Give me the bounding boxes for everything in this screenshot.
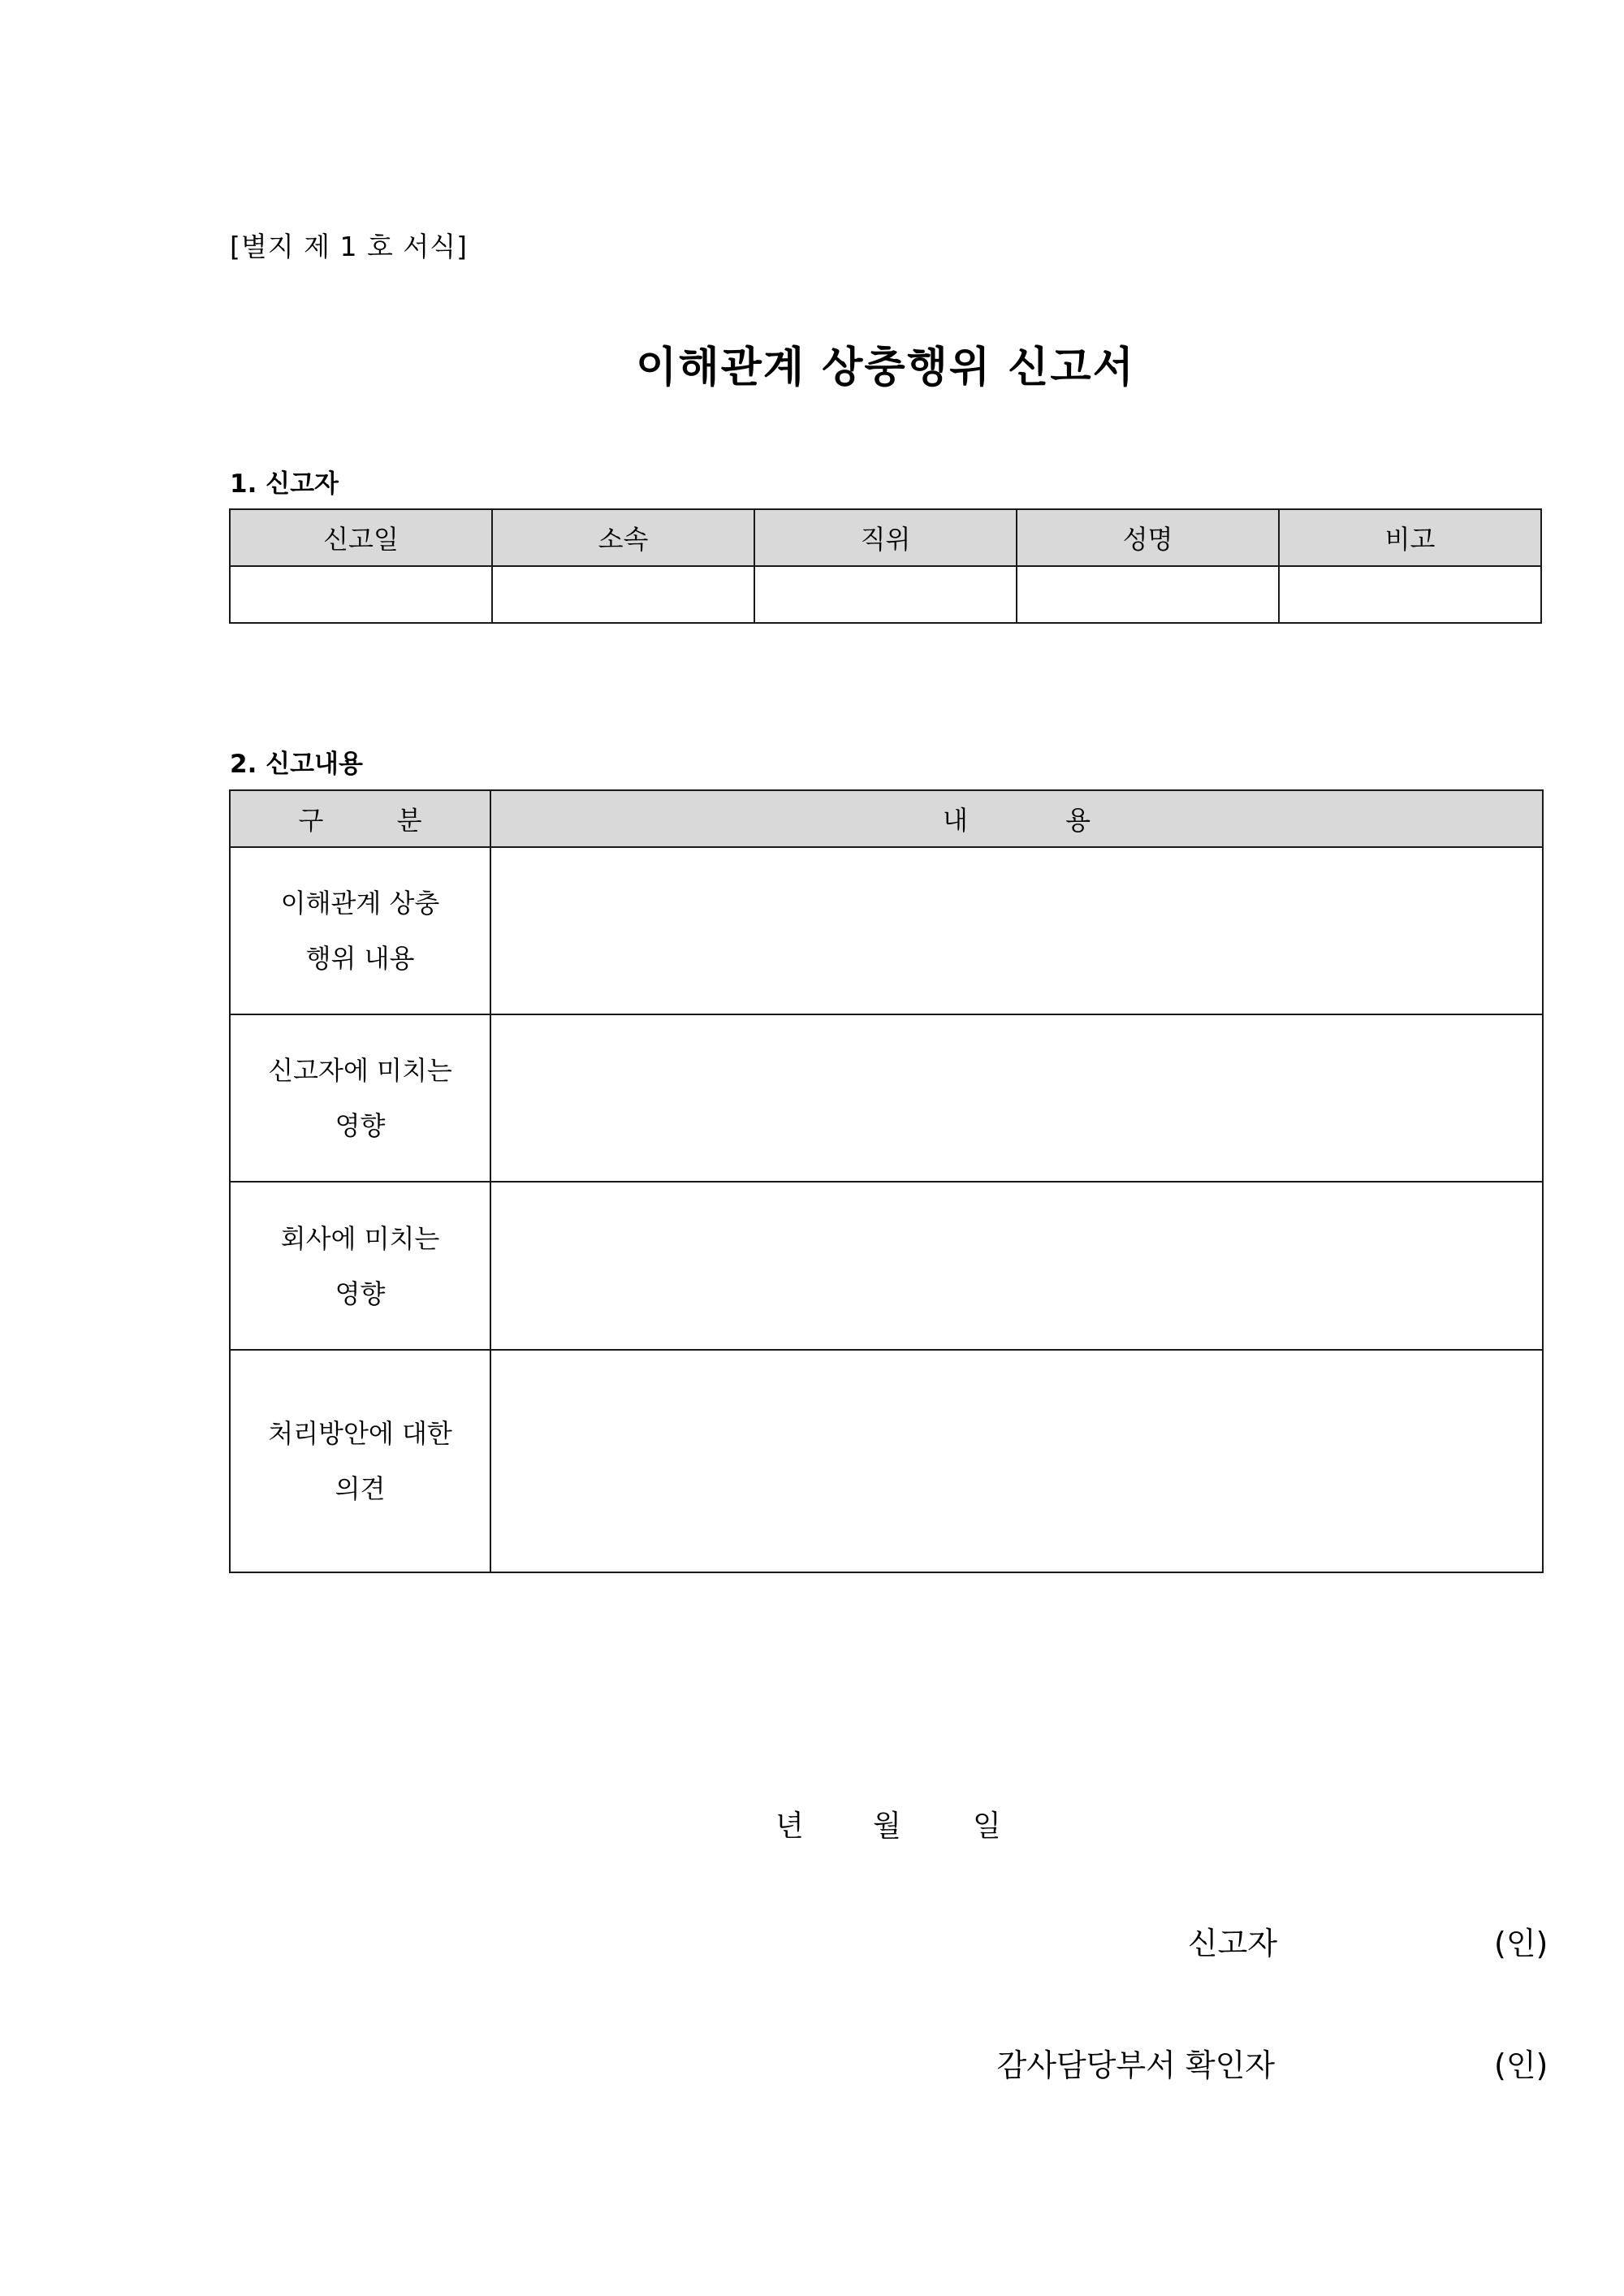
row-label-line: 처리방안에 대한	[268, 1418, 452, 1449]
impact-on-company-field[interactable]	[490, 1182, 1543, 1350]
impact-on-reporter-field[interactable]	[490, 1014, 1543, 1182]
date-day-label: 일	[973, 1810, 1001, 1843]
reporter-table	[229, 508, 1542, 624]
row-label-line: 행위 내용	[305, 943, 415, 974]
row-label-line: 의견	[335, 1473, 386, 1504]
row-label-line: 회사에 미치는	[280, 1222, 440, 1254]
col-header-remarks: 비고	[1279, 509, 1541, 566]
col-header-category: 구 분	[230, 790, 490, 847]
report-content-table	[229, 789, 1544, 1573]
handling-opinion-field[interactable]	[490, 1350, 1543, 1572]
date-month-label: 월	[873, 1810, 901, 1843]
col-header-name: 성명	[1017, 509, 1279, 566]
row-label-handling-opinion	[230, 1350, 490, 1572]
remarks-field[interactable]	[1279, 566, 1541, 623]
row-label-line: 영향	[335, 1110, 386, 1141]
row-label-conflict-activity	[230, 847, 490, 1014]
position-field[interactable]	[754, 566, 1017, 623]
col-header-content: 내 용	[490, 790, 1543, 847]
reporter-table-header	[230, 509, 1541, 566]
reporter-signature-label: 신고자	[1187, 1926, 1277, 1961]
form-number: [별지 제 1 호 서식]	[230, 231, 468, 262]
section-heading-report-content: 2. 신고내용	[230, 750, 363, 779]
row-label-impact-on-company	[230, 1182, 490, 1350]
table-row	[230, 847, 1543, 1014]
table-row	[230, 1182, 1543, 1350]
row-label-line: 이해관계 상충	[280, 888, 440, 919]
col-header-affiliation: 소속	[492, 509, 754, 566]
row-label-line: 신고자에 미치는	[268, 1055, 452, 1086]
conflict-activity-field[interactable]	[490, 847, 1543, 1014]
table-row	[230, 1350, 1543, 1572]
document-title: 이해관계 상충행위 신고서	[636, 344, 1135, 392]
audit-confirmer-signature-label: 감사담당부서 확인자	[996, 2047, 1275, 2083]
table-row	[230, 1014, 1543, 1182]
report-date-field[interactable]	[230, 566, 492, 623]
col-header-position: 직위	[754, 509, 1017, 566]
row-label-line: 영향	[335, 1278, 386, 1309]
date-year-label: 년	[775, 1810, 804, 1843]
audit-confirmer-seal-mark[interactable]: (인)	[1494, 2047, 1548, 2083]
row-label-impact-on-reporter	[230, 1014, 490, 1182]
reporter-seal-mark[interactable]: (인)	[1494, 1926, 1548, 1961]
report-content-header	[230, 790, 1543, 847]
section-heading-reporter: 1. 신고자	[230, 469, 339, 499]
name-field[interactable]	[1017, 566, 1279, 623]
affiliation-field[interactable]	[492, 566, 754, 623]
table-row	[230, 566, 1541, 623]
col-header-report-date: 신고일	[230, 509, 492, 566]
